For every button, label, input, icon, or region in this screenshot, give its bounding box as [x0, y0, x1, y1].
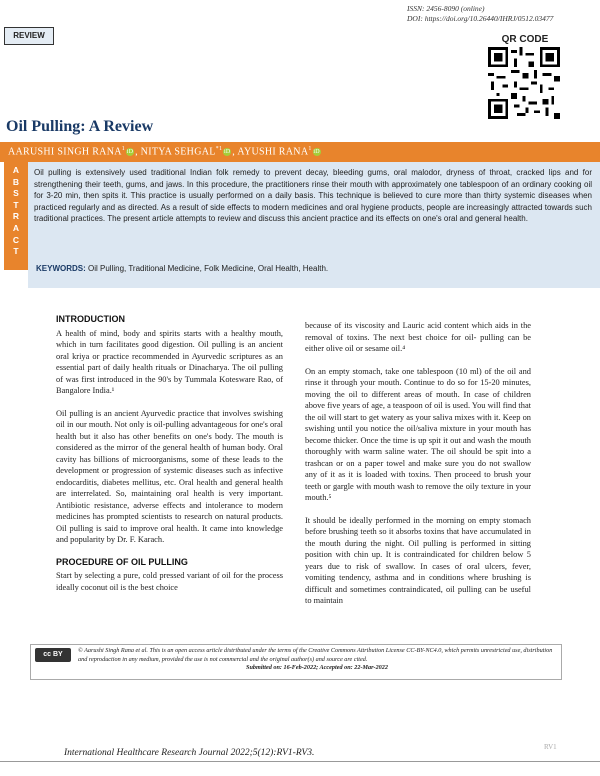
paragraph: Start by selecting a pure, cold pressed variant of oil for the process ideally coconut oil is the best choice: [56, 571, 283, 592]
abstract-letter: C: [12, 234, 20, 245]
paragraph: because of its viscosity and Lauric acid content which aids in the removal of toxins. The next best choice for oil- pulling can be either olive oil or sesame oil.⁴: [305, 321, 531, 353]
section-heading-introduction: INTRODUCTION: [56, 314, 125, 324]
section-heading-procedure: PROCEDURE OF OIL PULLING: [56, 556, 188, 567]
issn-block: [407, 4, 553, 24]
abstract-letter: S: [13, 188, 19, 199]
qr-label: QR CODE: [501, 34, 549, 45]
review-badge: REVIEW: [4, 27, 54, 45]
paragraph: It should be ideally performed in the morning on empty stomach before brushing teeth so it absorbs toxins that have accumulated in the mouth during the night. Oil pulling is performed in sitting position with chin up. It is contraindicated for children below 5 years due to risk of swallow. In cases of oral ulcers, fever, vomiting tendency, asthma and in conditions where brushing is difficult and sometimes contraindicated, oil pulling can be useful to maintain: [305, 515, 531, 605]
orcid-icon[interactable]: iD: [126, 149, 134, 156]
author-name[interactable]: AYUSHI RANA: [237, 146, 309, 158]
submission-dates: Submitted on: 16-Feb-2022; Accepted on: 22-Mar-2022: [246, 664, 388, 672]
issn-text: ISSN: 2456-8090 (online): [407, 4, 485, 13]
doi-text[interactable]: DOI: https://doi.org/10.26440/IHRJ/0512.03477: [407, 14, 554, 23]
paragraph: On an empty stomach, take one tablespoon (10 ml) of the oil and rinse it through your mouth. Continue to do so for 15-20 minutes, moving the oil to different areas of mouth. In case of children above five years of age, a teaspoon of oil is used. You will find that the oil will start to get watery as your saliva mixes with it. Keep on swishing until you notice the oil/saliva mixture in your mouth has become thicker. Once the time is up spit it out and wash the mouth thoroughly with warm saline water. The oil should be spit into a trashcan or on a paper towel and make sure you do not swallow any of it as it is loaded with toxins. Then proceed to brush your teeth or gargle with mouth wash to remove the oily texture in your mouth.⁵: [305, 366, 531, 502]
license-text: [78, 647, 556, 673]
paragraph: Oil pulling is an ancient Ayurvedic practice that involves swishing oil in our mouth. Not only is oil-pulling advantageous for one's oral health but it also has other benefits on one's body. The mouth is considered as the mirror of the general health of human body. Oral cavity has billions of microorganisms, some of these leads to the development or progression of systemic diseases such as infective endocarditis, diabetes mellitus, etc. Oral health and general health are interrelated. So, maintaining oral health is very important. Antibiotic resistance, adverse effects and intolerance to modern medicines has prompted scientists to research on natural products. Oil pulling is said to improve oral health. It came into knowledge and popularity by Dr. F. Karach.: [56, 408, 283, 544]
abstract-text: Oil pulling is extensively used traditional Indian folk remedy to prevent decay, bleeding gums, oral malodor, dryness of throat, cracked lips and for strengthening their teeth, gums, and jaws. In this procedure, the practitioners rinse their mouth with approximately one tablespoon of an ordinary cooking oil for 3-20 min, then spits it. This practice is usually performed on a daily basis. This technique is believed to cure more than thirty systemic diseases when practiced regularly and as directed. As a result of side effects to modern medicines and oral hygiene products, people are increasingly attracted towards such traditional practices. The present article attempts to review and discuss this ancient practice and its effects on one's oral and general health.: [34, 168, 592, 224]
body-column-left: [56, 314, 283, 604]
qr-code-image: [488, 47, 560, 119]
author-name[interactable]: AARUSHI SINGH RANA: [8, 146, 122, 158]
creative-commons-icon[interactable]: cc BY: [35, 648, 71, 662]
abstract-letter: A: [12, 165, 20, 175]
page-number: RV1: [544, 743, 557, 751]
abstract-letter: R: [12, 211, 20, 222]
author-name[interactable]: NITYA SEHGAL: [140, 146, 216, 158]
paragraph: A health of mind, body and spirits starts with a healthy mouth, which in turn facilitates good digestion. Oil pulling is an ancient oral kriya or practice recommended in Ayurvedic scriptures as an essential part of daily health rituals or Dinacharya. The oil pulling of was first introduced in the 90's by Tummala Kotesware Rao, of Bangalore India.¹: [56, 328, 283, 395]
author-affiliation: 1: [121, 146, 126, 152]
keywords-text: Oil Pulling, Traditional Medicine, Folk Medicine, Oral Health, Health.: [88, 264, 329, 273]
footer-divider: [0, 761, 600, 762]
abstract-side-label: [4, 162, 28, 270]
author-list: AARUSHI SINGH RANA$^1$iD , NITYA SEHGAL$^{*1}$iD , AYUSHI RANA$^1$iD: [8, 146, 320, 158]
journal-citation: International Healthcare Research Journal 2022;5(12):RV1-RV3.: [64, 748, 315, 758]
abstract-letter: T: [13, 199, 19, 210]
author-affiliation: 1: [308, 146, 312, 152]
abstract-letter: A: [12, 222, 20, 233]
license-statement: © Aarushi Singh Rana et al. This is an open access article distributed under the terms of the Creative Commons Attribution License CC-BY-NC4.0, which permits unrestricted use, distribution and reproduction in any medium, provided the use is not commercial and the original author(s) and source are cited.: [78, 647, 553, 663]
article-title: Oil Pulling: A Review: [6, 118, 154, 135]
abstract-letter: T: [13, 246, 19, 257]
keywords-label: KEYWORDS:: [36, 264, 86, 273]
keywords-line: [36, 264, 328, 273]
orcid-icon[interactable]: iD: [223, 149, 231, 156]
body-column-right: [305, 320, 531, 618]
author-affiliation: *1: [215, 146, 223, 152]
abstract-letter: B: [12, 176, 20, 187]
orcid-icon[interactable]: iD: [313, 149, 320, 156]
